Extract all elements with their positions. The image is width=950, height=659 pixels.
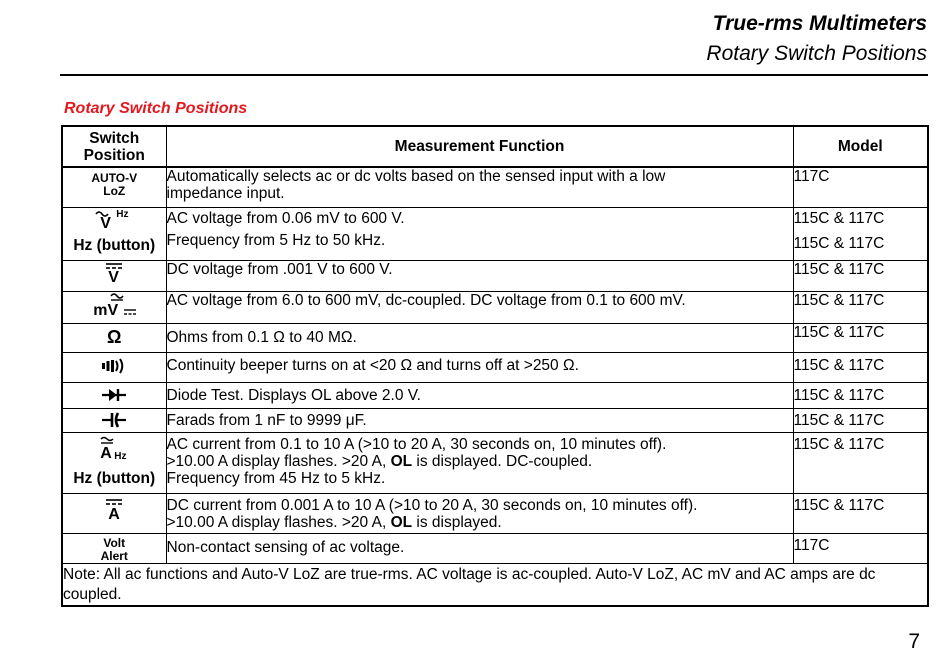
switch-symbol-capacitance bbox=[62, 408, 166, 432]
ac-volts-icon: V Hz bbox=[94, 209, 134, 233]
diode-icon bbox=[101, 387, 127, 403]
table-row bbox=[62, 493, 928, 533]
table-row bbox=[62, 323, 928, 352]
function-cell: Automatically selects ac or dc volts based on the sensed input with a low impedance input. bbox=[166, 167, 793, 207]
document-subtitle: Rotary Switch Positions bbox=[706, 42, 927, 65]
switch-symbol-ac-volts-hz: V Hz Hz (button) bbox=[62, 207, 166, 260]
function-cell: AC voltage from 6.0 to 600 mV, dc-coupled. DC voltage from 0.1 to 600 mV. bbox=[166, 291, 793, 323]
continuity-beeper-icon bbox=[101, 357, 127, 375]
table-row bbox=[62, 533, 928, 563]
dc-volts-icon: V bbox=[108, 268, 119, 286]
switch-position-header: Switch Position bbox=[62, 126, 166, 167]
rotary-switch-table bbox=[61, 125, 929, 607]
switch-symbol-dc-volts bbox=[62, 260, 166, 291]
switch-symbol-ohms bbox=[62, 323, 166, 352]
header-rule bbox=[60, 74, 928, 76]
function-cell: Ohms from 0.1 Ω to 40 MΩ. bbox=[166, 323, 793, 352]
section-title: Rotary Switch Positions bbox=[64, 100, 248, 117]
model-cell: 115C & 117C bbox=[793, 323, 928, 352]
model-cell: 115C & 117C bbox=[793, 408, 928, 432]
page-number: 7 bbox=[908, 630, 920, 653]
table-row bbox=[62, 167, 928, 207]
function-cell: Diode Test. Displays OL above 2.0 V. bbox=[166, 382, 793, 408]
function-cell: Farads from 1 nF to 9999 μF. bbox=[166, 408, 793, 432]
table-header-row bbox=[62, 126, 928, 167]
function-cell: AC current from 0.1 to 10 A (>10 to 20 A, 30 seconds on, 10 minutes off). >10.00 A display flashes. >20 A, OL is displayed. DC-coupled. Frequency from 45 Hz to 5 kHz. bbox=[166, 432, 793, 493]
model-cell: 115C & 117C bbox=[793, 352, 928, 382]
switch-symbol-millivolts bbox=[62, 291, 166, 323]
dc-amps-icon: A bbox=[108, 505, 120, 523]
table-note: Note: All ac functions and Auto-V LoZ are true-rms. AC voltage is ac-coupled. Auto-V LoZ, AC mV and AC amps are dc coupled. bbox=[62, 563, 928, 606]
model-cell: 115C & 117C bbox=[793, 382, 928, 408]
measurement-function-header: Measurement Function bbox=[166, 126, 793, 167]
function-cell: Non-contact sensing of ac voltage. bbox=[166, 533, 793, 563]
table-row bbox=[62, 260, 928, 291]
switch-symbol-diode bbox=[62, 382, 166, 408]
switch-symbol-volt-alert: Volt Alert bbox=[62, 533, 166, 563]
model-cell: 115C & 117C bbox=[793, 493, 928, 533]
table-row bbox=[62, 432, 928, 493]
function-cell: Continuity beeper turns on at <20 Ω and turns off at >250 Ω. bbox=[166, 352, 793, 382]
document-title: True-rms Multimeters bbox=[712, 12, 927, 35]
model-cell: 117C bbox=[793, 533, 928, 563]
millivolts-ac-dc-icon: mV bbox=[91, 292, 137, 319]
switch-symbol-dc-amps bbox=[62, 493, 166, 533]
function-cell: AC voltage from 0.06 mV to 600 V. Frequency from 5 Hz to 50 kHz. bbox=[166, 207, 793, 260]
table-row bbox=[62, 291, 928, 323]
table-row bbox=[62, 408, 928, 432]
ac-amps-icon: A Hz bbox=[97, 436, 131, 462]
table-row bbox=[62, 382, 928, 408]
model-header: Model bbox=[793, 126, 928, 167]
table-row bbox=[62, 352, 928, 382]
model-cell: 115C & 117C bbox=[793, 432, 928, 493]
switch-symbol-ac-amps-hz: A Hz Hz (button) bbox=[62, 432, 166, 493]
model-cell: 115C & 117C 115C & 117C bbox=[793, 207, 928, 260]
model-cell: 115C & 117C bbox=[793, 291, 928, 323]
ohm-icon: Ω bbox=[107, 326, 122, 347]
function-cell: DC current from 0.001 A to 10 A (>10 to 20 A, 30 seconds on, 10 minutes off). >10.00 A display flashes. >20 A, OL is displayed. bbox=[166, 493, 793, 533]
function-cell: DC voltage from .001 V to 600 V. bbox=[166, 260, 793, 291]
model-cell: 117C bbox=[793, 167, 928, 207]
switch-symbol-continuity bbox=[62, 352, 166, 382]
switch-symbol-auto-v-loz: AUTO-V LoZ bbox=[62, 167, 166, 207]
model-cell: 115C & 117C bbox=[793, 260, 928, 291]
table-note-row bbox=[62, 563, 928, 606]
capacitor-icon bbox=[101, 412, 127, 428]
table-row bbox=[62, 207, 928, 260]
